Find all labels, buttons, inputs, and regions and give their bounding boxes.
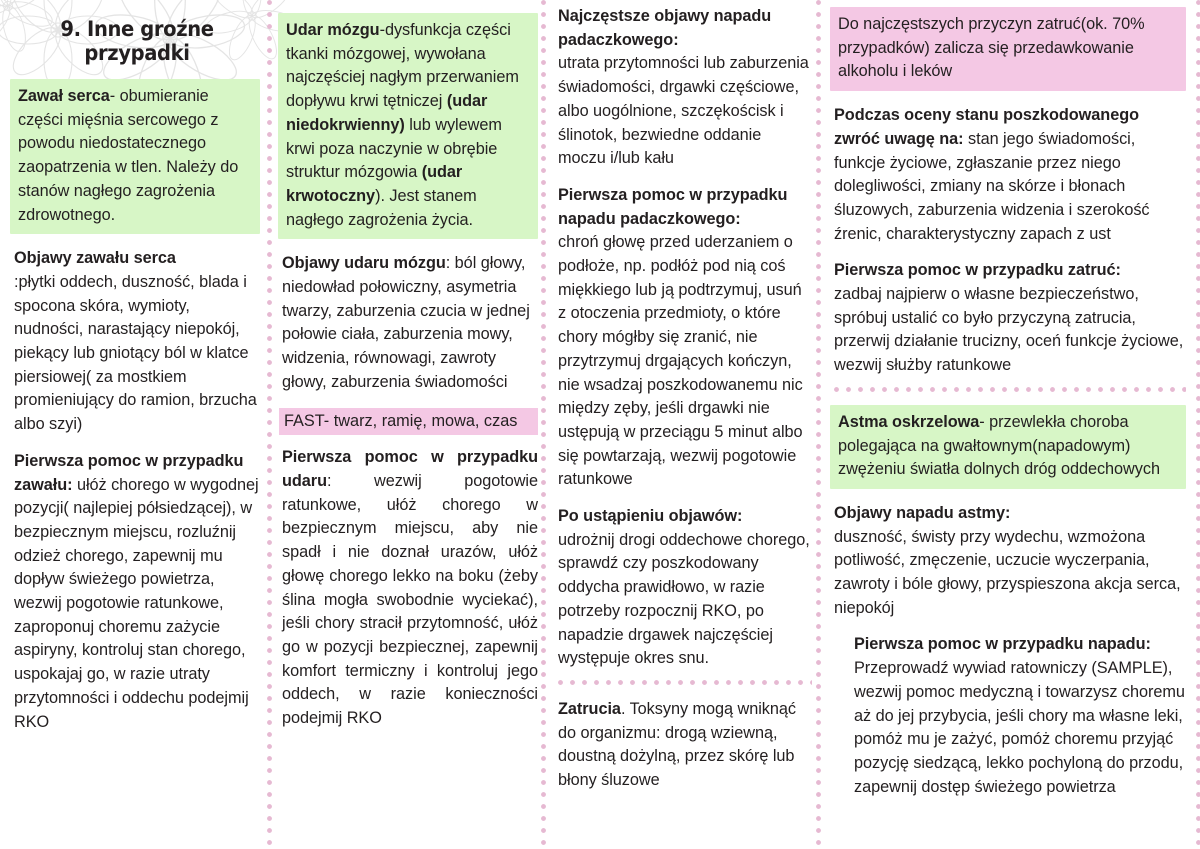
pierwsza-pomoc-udar-text: : wezwij pogotowie ratunkowe, ułóż chorego w bezpiecznym miejscu, aby nie spadł i nie doznał urazów, ułóż głowę chorego lekko na boku (żeby ślina mogła swobodnie wyciekać), jeśli chory stracił przytomność, ułóż go w pozycji bezpiecznej, zapewnij komfort termiczny i kontroluj jego oddech, w razie konieczności podejmij RKO bbox=[282, 472, 538, 728]
column-3 bbox=[546, 0, 822, 849]
po-ustapieniu-text: udrożnij drogi oddechowe chorego, sprawdź czy poszkodowany oddycha prawidłowo, w razie potrzeby rozpocznij RKO, po napadzie drgawek najczęściej występuje okres snu. bbox=[558, 530, 810, 668]
column-1 bbox=[0, 0, 272, 849]
zatrucia-text: . Toksyny mogą wniknąć do organizmu: drogą wziewną, doustną dożylną, przez skórę lub błony śluzowe bbox=[558, 699, 796, 790]
block-po-ustapieniu-objawow bbox=[558, 505, 812, 671]
udar-mozgu-text-2: lub wylewem krwi poza naczynie w obrębie struktur mózgowia bbox=[286, 115, 502, 182]
udar-krwotoczny-label: (udar krwotoczny bbox=[286, 163, 463, 205]
block-pierwsza-pomoc-zawal bbox=[14, 450, 260, 734]
pierwsza-pomoc-zatrucia-text: zadbaj najpierw o własne bezpieczeństwo, spróbuj ustalić co było przyczyną zatrucia, przerwij działanie trucizny, oceń funkcje życiowe, wezwij służby ratunkowe bbox=[834, 285, 1184, 375]
pierwsza-pomoc-zawal-heading: Pierwsza pomoc w przypadku zawału: bbox=[14, 451, 244, 494]
column-4 bbox=[822, 0, 1200, 849]
objawy-zawalu-text: :płytki oddech, duszność, blada i spocona skóra, wymioty, nudności, narastający niepokój, piekący lub gniotący ból w klatce piersiowej( za mostkiem promieniujący do ramion, brzucha albo szyi) bbox=[14, 272, 257, 434]
block-ocena-stanu-poszkodowanego bbox=[834, 104, 1186, 246]
page-title: 9. Inne groźne przypadki bbox=[60, 17, 214, 65]
objawy-udaru-heading: Objawy udaru mózgu bbox=[282, 254, 446, 273]
block-pierwsza-pomoc-napad-astmy bbox=[854, 633, 1186, 799]
zatrucia-heading: Zatrucia bbox=[558, 699, 621, 718]
objawy-zawalu-heading: Objawy zawału serca bbox=[14, 249, 176, 268]
block-zatrucia-definition bbox=[558, 698, 812, 793]
pierwsza-pomoc-padaczka-heading: Pierwsza pomoc w przypadku napadu padaczkowego: bbox=[558, 185, 788, 228]
udar-mozgu-text-3: ). Jest stanem nagłego zagrożenia życia. bbox=[286, 186, 477, 229]
objawy-astmy-heading: Objawy napadu astmy: bbox=[834, 503, 1011, 522]
udar-niedokrwienny-label: (udar niedokrwienny) bbox=[286, 92, 488, 134]
zawal-serca-text: - obumieranie części mięśnia sercowego z powodu niedostatecznego zaopatrzenia w tlen. Należy do stanów nagłego zagrożenia zdrowotnego. bbox=[18, 87, 239, 224]
pierwsza-pomoc-udar-heading: Pierwsza pomoc w przypadku udaru bbox=[282, 448, 538, 491]
udar-mozgu-lead: Udar mózgu bbox=[286, 21, 380, 39]
astma-lead: Astma oskrzelowa bbox=[838, 412, 980, 431]
block-udar-mozgu-definition bbox=[278, 13, 538, 239]
pierwsza-pomoc-napad-heading: Pierwsza pomoc w przypadku napadu: bbox=[854, 635, 1151, 654]
pierwsza-pomoc-napad-text: Przeprowadź wywiad ratowniczy (SAMPLE), wezwij pomoc medyczną i towarzysz choremu aż do jej przybycia, jeśli chory ma własne leki, pomóż mu je zażyć, pomóż choremu przyjąć pozycję siedzącą, lekko pochyloną do przodu, zapewnij dostęp świeżego powietrza bbox=[854, 659, 1185, 796]
astma-text: - przewlekła choroba polegająca na gwałtownym(napadowym) zwężeniu światła dolnych dróg oddechowych bbox=[838, 412, 1160, 479]
block-objawy-napadu-astmy bbox=[834, 502, 1186, 621]
udar-mozgu-text-1: -dysfunkcja części tkanki mózgowej, wywołana najczęściej nagłym przerwaniem dopływu krwi tętniczej bbox=[286, 21, 519, 111]
pierwsza-pomoc-zawal-text: ułóż chorego w wygodnej pozycji( najlepiej półsiedzącej), w bezpiecznym miejscu, rozluźnij odzież chorego, zapewnij mu dopływ świeżego powietrza, wezwij pogotowie ratunkowe, zaproponuj choremu zażycie aspiryny, kontroluj stan chorego, uspokajaj go, w razie utraty przytomności i oddechu podejmij RKO bbox=[14, 475, 259, 731]
block-astma-definition bbox=[830, 405, 1186, 489]
ocena-stanu-text: stan jego świadomości, funkcje życiowe, zgłaszanie przez niego dolegliwości, zmiany na skórze i błonach śluzowych, zaburzenia widzenia i szerokość źrenic, charakterystyczny zapach z ust bbox=[834, 129, 1150, 243]
block-objawy-napadu-padaczkowego bbox=[558, 5, 812, 171]
block-pierwsza-pomoc-zatrucia bbox=[834, 259, 1186, 378]
block-objawy-udaru-mozgu bbox=[282, 252, 538, 394]
pierwsza-pomoc-padaczka-text: chroń głowę przed uderzaniem o podłoże, np. podłóż pod nią coś miękkiego lub ją podtrzymuj, usuń z otoczenia przedmioty, o które chory mógłby się zranić, nie przytrzymuj drgających kończyn, nie wsadzaj poszkodowanemu nic między zęby, jeśli drgawki nie ustępują w przeciągu 5 minut albo się powtarzają, wezwij pogotowie ratunkowe bbox=[558, 233, 803, 489]
block-pierwsza-pomoc-padaczka bbox=[558, 184, 812, 492]
block-pierwsza-pomoc-udar bbox=[282, 446, 538, 730]
dotted-divider-astma bbox=[834, 387, 1186, 392]
zawal-serca-lead: Zawał serca bbox=[18, 87, 110, 105]
objawy-astmy-text: duszność, świsty przy wydechu, wzmożona potliwość, zmęczenie, uczucie wyczerpania, zawroty i bóle głowy, przyspieszona akcja serca, niepokój bbox=[834, 527, 1181, 617]
po-ustapieniu-heading: Po ustąpieniu objawów: bbox=[558, 507, 743, 526]
dotted-divider-zatrucia bbox=[558, 680, 812, 685]
block-przyczyny-zatruc: Do najczęstszych przyczyn zatruć(ok. 70% przypadków) zalicza się przedawkowanie alkoholu i leków bbox=[830, 7, 1186, 91]
objawy-udaru-text: : ból głowy, niedowład połowiczny, asymetria twarzy, zaburzenia czucia w jednej połowie ciała, zaburzenia mowy, widzenia, równowagi, zawroty głowy, zaburzenia świadomości bbox=[282, 254, 530, 391]
block-objawy-zawalu-serca bbox=[14, 247, 260, 437]
column-2 bbox=[272, 0, 546, 849]
ocena-stanu-heading: Podczas oceny stanu poszkodowanego zwróć uwagę na: bbox=[834, 106, 1139, 148]
objawy-padaczki-heading: Najczęstsze objawy napadu padaczkowego: bbox=[558, 7, 772, 49]
block-fast-band: FAST- twarz, ramię, mowa, czas bbox=[279, 408, 538, 436]
pierwsza-pomoc-zatrucia-heading: Pierwsza pomoc w przypadku zatruć: bbox=[834, 261, 1121, 280]
objawy-padaczki-text: utrata przytomności lub zaburzenia świadomości, drgawki częściowe, albo uogólnione, szczękościsk i ślinotok, bezwiedne oddanie moczu i/lub kału bbox=[558, 54, 809, 168]
block-zawal-serca-definition bbox=[10, 79, 260, 234]
